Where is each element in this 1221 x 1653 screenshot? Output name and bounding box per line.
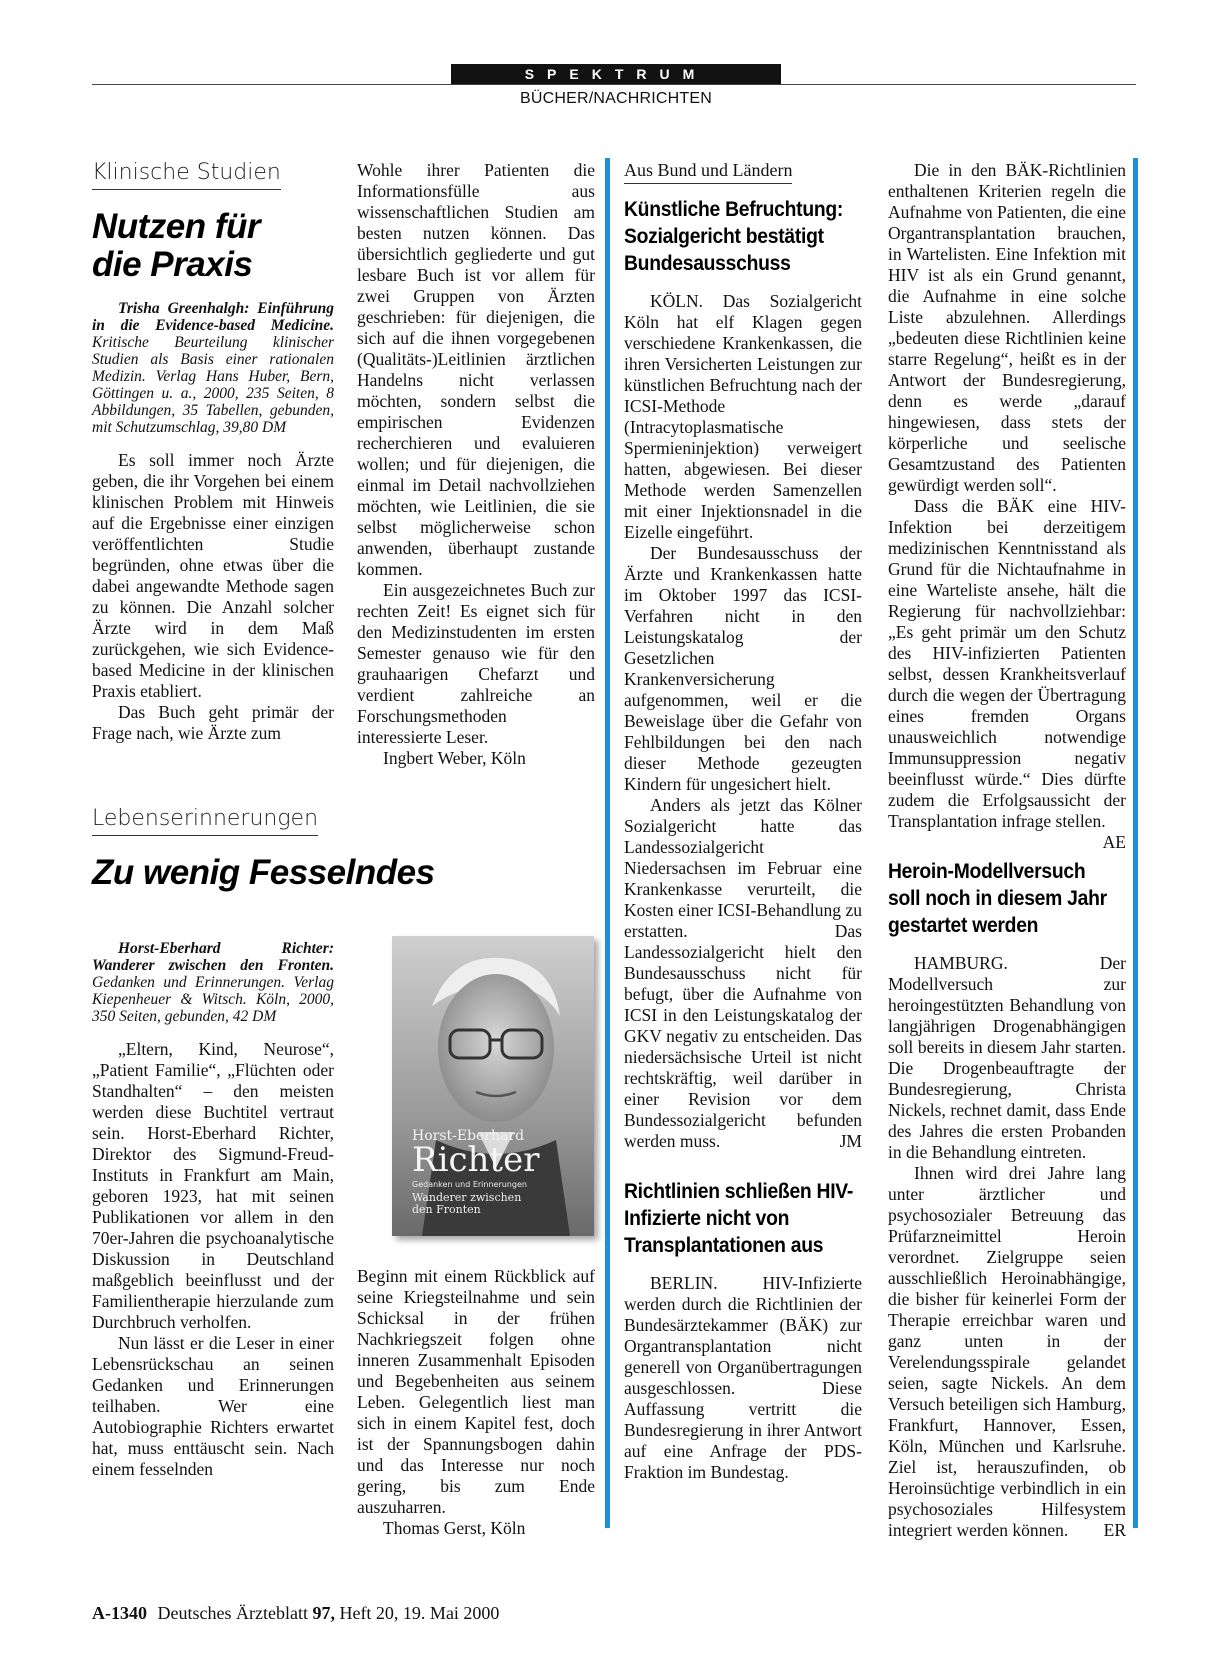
header-rule [92, 84, 1136, 85]
news-item3-body [888, 953, 1126, 1541]
article2-biblio-details: Gedanken und Erinnerungen. Verlag Kiepenheuer & Witsch. Köln, 2000, 350 Seiten, gebunden, 42 DM [92, 974, 334, 1025]
cover-title-line2: den Fronten [412, 1203, 481, 1216]
news-column-a [624, 160, 862, 1483]
news-paragraph: KÖLN. Das Sozialgericht Köln hat elf Klagen gegen verschiedene Krankenkassen, die ihren Versicherten Leistungen zur künstlichen Befruchtung nach der ICSI-Methode (Intracytoplasmatische Spermieninjektion) verweigert hatten, abgewiesen. Bei dieser Methode werden Samenzellen mit einer Injektionsnadel in die Eizelle eingeführt. [624, 291, 862, 542]
article2-biblio-title: Horst-Eberhard Richter: Wanderer zwischen den Fronten. [92, 940, 334, 974]
article1-paragraph: Wohle ihrer Patienten die Informationsfülle aus wissenschaftlichen Studien am besten nutzen können. Das übersichtlich gegliederte und gut lesbare Buch ist vor allem für zwei Gruppen von Ärzten geschrieben: für diejenigen, die sich auf die ihnen vorgegebenen (Qualitäts-)Leitlinien ärztlichen Handelns nicht verlassen möchten, sondern selbst die empirischen Evidenzen recherchieren und evaluieren wollen; und für diejenigen, die einmal im Detail nachvollziehen möchten, wie Leitlinien, die sie selbst möglicherweise schon anwenden, überhaupt zustande kommen. [357, 160, 595, 579]
section-subtitle: BÜCHER/NACHRICHTEN [519, 90, 713, 107]
news-rubric: Aus Bund und Ländern [624, 160, 792, 184]
cover-author-small: Horst-Eberhard [412, 1128, 525, 1144]
article1-headline-line1: Nutzen für [92, 207, 261, 246]
cover-subtitle: Gedanken und Erinnerungen [412, 1180, 527, 1189]
article2-paragraph: Beginn mit einem Rückblick auf seine Kriegsteilnahme und sein Schicksal in der frühen Nachkriegszeit folgen ohne inneren Zusammenhalt Episoden und Begebenheiten aus seinem Leben. Gelegentlich liest man sich in einem Kapitel fest, doch ist der Spannungsbogen dahin und das Interesse nur noch gering, bis zum Ende auszuharren. [357, 1266, 595, 1517]
news-item3-headline: Heroin-Modellversuch soll noch in diesem Jahr gestartet werden [888, 860, 1107, 937]
article2-column-b [357, 1266, 595, 1539]
page-number: A-1340 [92, 1603, 147, 1623]
article1-column-b [357, 160, 595, 769]
news-paragraph: HAMBURG. Der Modellversuch zur heroingestützten Behandlung von langjährigen Drogenabhängigen soll bereits in diesem Jahr starten. Die Drogenbeauftragte der Bundesregierung, Christa Nickels, rechnet damit, dass Ende des Jahres die ersten Probanden in die Behandlung eintreten. [888, 953, 1126, 1162]
article2-bibliography [92, 940, 334, 1025]
article2-rubric: Lebenserinnerungen [92, 806, 318, 836]
article1-body-a [92, 450, 334, 744]
article2-column-a [92, 940, 334, 1480]
news-paragraph: BERLIN. HIV-Infizierte werden durch die Richtlinien der Bundesärztekammer (BÄK) zur Organtransplantation nicht generell von Organübertragungen ausgeschlossen. Diese Auffassung vertritt die Bundesregierung in ihrer Antwort auf eine Anfrage der PDS-Fraktion im Bundestag. [624, 1273, 862, 1482]
article1-paragraph: Das Buch geht primär der Frage nach, wie Ärzte zum [92, 702, 334, 743]
news-item2-body-a [624, 1273, 862, 1483]
article1-bibliography [92, 300, 334, 436]
news-item1-body [624, 291, 862, 1152]
news-item2-headline: Richtlinien schließen HIV-Infizierte nicht von Transplantationen aus [624, 1180, 854, 1257]
page-footer [92, 1603, 499, 1624]
news-item2-body-b [888, 160, 1126, 852]
news-item1-headline: Künstliche Befruchtung: Sozialgericht bestätigt Bundesausschuss [624, 198, 844, 275]
cover-title [412, 1192, 592, 1216]
news-paragraph: Die in den BÄK-Richtlinien enthaltenen Kriterien regeln die Aufnahme von Patienten, die eine Organtransplantation brauchen, in Wartelisten. Eine Infektion mit HIV ist als ein Grund genannt, die Aufnahme in eine solche Liste abzulehnen. Allerdings „bedeuten diese Richtlinien keine starre Regelung“, heißt es in der Antwort der Bundesregierung, denn es werde „darauf hingewiesen, dass stets der körperliche und seelische Gesamtzustand des Patienten gewürdigt werden soll“. [888, 160, 1126, 495]
journal-name: Deutsches Ärzteblatt [157, 1603, 308, 1623]
article1-paragraph: Es soll immer noch Ärzte geben, die ihr Vorgehen bei einem klinischen Problem mit Hinweis auf die Ergebnisse einer einzigen veröffentlichten Studie begründen, ohne etwas über die dabei angewandte Methode sagen zu können. Die Anzahl solcher Ärzte wird in dem Maß zurückgehen, wie sich Evidence-based Medicine in der klinischen Praxis etabliert. [92, 450, 334, 701]
article2-body-a [92, 1039, 334, 1480]
article2-headline: Zu wenig Fesselndes [92, 853, 435, 892]
journal-issue: Heft 20, 19. Mai 2000 [339, 1603, 500, 1623]
article1-rubric: Klinische Studien [92, 160, 281, 190]
article2-paragraph: Nun lässt er die Leser in einer Lebensrückschau an seinen Gedanken und Erinnerungen teilhaben. Wer eine Autobiographie Richters erwartet hat, muss enttäuscht sein. Nach einem fesselnden [92, 1333, 334, 1479]
news-item2-paragraph-text: Dass die BÄK eine HIV-Infektion bei derzeitigem medizinischen Kenntnisstand als Grund für die Nichtaufnahme in eine Warteliste ansehe, hält die Regierung für nachvollziehbar: „Es geht primär um den Schutz des HIV-infizierten Patienten selbst, dessen Krankheitsverlauf durch die wegen der Übertragung eines fremden Organs unausweichlich notwendige Immunsuppression negativ beeinflusst würde.“ Dies dürfte zudem die Erfolgsaussicht der Transplantation infrage stellen. [888, 496, 1126, 831]
article1-headline-line2: die Praxis [92, 245, 253, 284]
news-column-rule-right [1133, 158, 1138, 1528]
news-column-rule-left [605, 158, 610, 1528]
news-item1-paragraph-text: Anders als jetzt das Kölner Sozialgericht hatte das Landessozialgericht Niedersachsen im Februar eine Krankenkasse verurteilt, die Kosten einer ICSI-Behandlung zu erstatten. Das Landessozialgericht hielt den Bundesausschuss nicht für befugt, über die Aufnahme von ICSI in den Leistungskatalog der GKV negativ zu entscheiden. Das niedersächsische Urteil ist nicht rechtskräftig, weil darüber in einer Revision vor dem Bundessozialgericht befunden werden muss. [624, 795, 862, 1151]
news-paragraph [624, 795, 862, 1152]
article1-biblio-title: Trisha Greenhalgh: Einführung in die Evidence-based Medicine. [92, 300, 334, 334]
section-banner: SPEKTRUM [451, 64, 781, 84]
article1-headline [92, 208, 334, 284]
news-item3-initials: ER [1103, 1520, 1126, 1540]
cover-title-line1: Wanderer zwischen [412, 1191, 522, 1204]
book-cover-image [392, 936, 594, 1236]
journal-volume: 97, [312, 1603, 335, 1623]
news-column-b [888, 160, 1126, 1541]
article2-paragraph: „Eltern, Kind, Neurose“, „Patient Familie“, „Flüchten oder Standhalten“ – den meisten werden diese Buchtitel vertraut sein. Horst-Eberhard Richter, Direktor des Sigmund-Freud-Instituts in Frankfurt am Main, geboren 1923, hat mit seinen Publikationen vor allem in den 70er-Jahren die psychoanalytische Diskussion in Deutschland maßgeblich beeinflusst und der Familientherapie hierzulande zum Durchbruch verholfen. [92, 1039, 334, 1332]
news-item2-initials: AE [1102, 832, 1126, 852]
article2-signature: Thomas Gerst, Köln [383, 1518, 526, 1538]
news-item1-initials: JM [839, 1131, 862, 1151]
article2-header [92, 806, 592, 892]
article1-column-a [92, 160, 334, 744]
article1-paragraph: Ein ausgezeichnetes Buch zur rechten Zeit! Es eignet sich für den Medizinstudenten im ersten Semester genauso wie für den grauhaarigen Chefarzt und verdient zahlreiche an Forschungsmethoden interessierte Leser. [357, 580, 595, 747]
cover-author-large: Richter [412, 1140, 540, 1180]
news-paragraph [888, 1163, 1126, 1541]
article1-biblio-details: Kritische Beurteilung klinischer Studien als Basis einer rationalen Medizin. Verlag Hans Huber, Bern, Göttingen u. a., 2000, 235 Seiten, 8 Abbildungen, 35 Tabellen, gebunden, mit Schutzumschlag, 39,80 DM [92, 334, 334, 436]
news-item3-paragraph-text: Ihnen wird drei Jahre lang unter ärztlicher und psychosozialer Betreuung das Prüfarzneimittel Heroin verordnet. Zielgruppe seien ausschließlich Heroinabhängige, die bisher für keinerlei Form der Therapie erreichbar waren und ganz unten in der Verelendungsspirale gelandet seien, sagte Nickels. An dem Versuch beteiligen sich Hamburg, Frankfurt, Hannover, Essen, Köln, München und Karlsruhe. Ziel ist, herauszufinden, ob Heroinsüchtige verbindlich in ein psychosoziales Hilfesystem integriert werden können. [888, 1163, 1126, 1540]
article1-signature: Ingbert Weber, Köln [383, 748, 526, 768]
news-paragraph [888, 496, 1126, 852]
news-paragraph: Der Bundesausschuss der Ärzte und Krankenkassen hatte im Oktober 1997 das ICSI-Verfahren nicht in den Leistungskatalog der Gesetzlichen Krankenversicherung aufgenommen, weil er die Beweislage über die Gefahr von Fehlbildungen bei den nach dieser Methode gezeugten Kindern für ungesichert hielt. [624, 543, 862, 794]
